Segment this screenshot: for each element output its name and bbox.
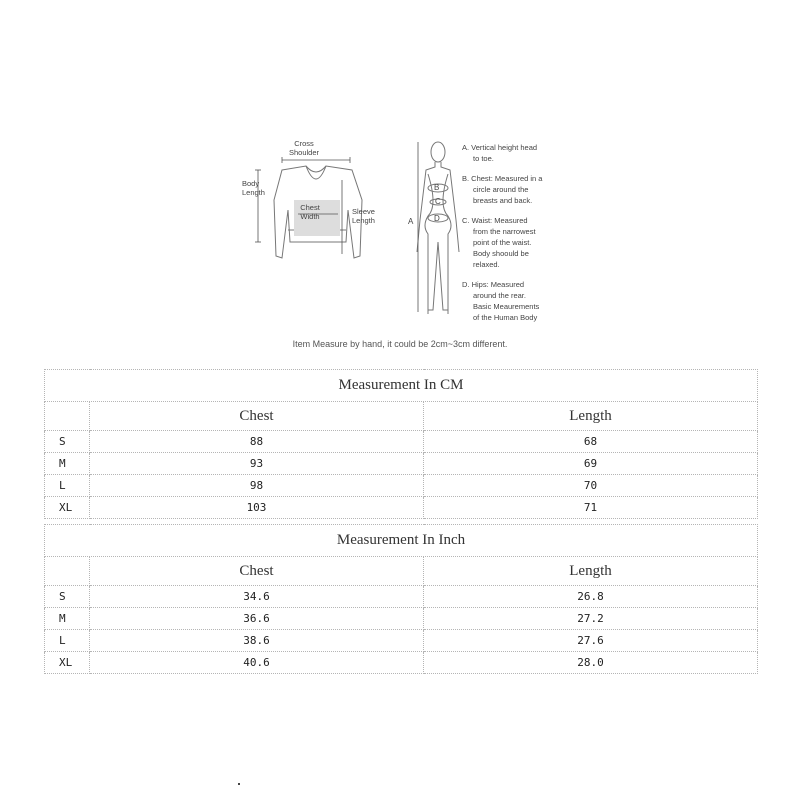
- table-title: Measurement In Inch: [45, 525, 758, 557]
- svg-text:A. Vertical height head: A. Vertical height head: [462, 143, 538, 152]
- size-label: M: [45, 453, 90, 475]
- letter-b: B: [434, 183, 440, 192]
- table-title: Measurement In CM: [45, 370, 758, 402]
- svg-text:circle around the: circle around the: [473, 185, 529, 194]
- table-row: [45, 475, 758, 497]
- cross-shoulder-label: [289, 139, 320, 157]
- svg-text:B. Chest: Measured in a: B. Chest: Measured in a: [462, 174, 543, 183]
- header-size: [45, 557, 90, 586]
- stray-dot: [238, 783, 240, 785]
- length-value: 70: [424, 475, 758, 497]
- inch-size-table: [44, 524, 758, 674]
- length-value: 71: [424, 497, 758, 519]
- size-label: L: [45, 630, 90, 652]
- table-title-row: [45, 525, 758, 557]
- table-row: [45, 497, 758, 519]
- body-figure-icon: [417, 142, 459, 314]
- svg-text:C. Waist: Measured: C. Waist: Measured: [462, 216, 528, 225]
- chest-value: 40.6: [90, 652, 424, 674]
- svg-text:Sleeve: Sleeve: [352, 207, 375, 216]
- length-value: 68: [424, 431, 758, 453]
- size-label: S: [45, 586, 90, 608]
- length-value: 28.0: [424, 652, 758, 674]
- sleeve-length-label: [352, 207, 375, 225]
- length-value: 69: [424, 453, 758, 475]
- header-length: Length: [424, 402, 758, 431]
- measurement-diagram: [230, 130, 570, 330]
- size-label: L: [45, 475, 90, 497]
- size-label: XL: [45, 652, 90, 674]
- header-chest: Chest: [90, 402, 424, 431]
- size-label: XL: [45, 497, 90, 519]
- svg-text:of the Human Body: of the Human Body: [473, 313, 538, 322]
- cm-size-table: [44, 369, 758, 519]
- letter-c: C: [435, 197, 441, 206]
- svg-text:Chest: Chest: [300, 203, 320, 212]
- chest-value: 88: [90, 431, 424, 453]
- svg-text:point of the waist.: point of the waist.: [473, 238, 532, 247]
- svg-text:Width: Width: [300, 212, 320, 221]
- chest-value: 98: [90, 475, 424, 497]
- table-row: [45, 608, 758, 630]
- table-header-row: [45, 557, 758, 586]
- svg-text:Body shoould be: Body shoould be: [473, 249, 529, 258]
- table-row: [45, 586, 758, 608]
- svg-text:Basic Meaurements: Basic Meaurements: [473, 302, 540, 311]
- header-size: [45, 402, 90, 431]
- chest-value: 36.6: [90, 608, 424, 630]
- length-value: 27.6: [424, 630, 758, 652]
- chest-value: 34.6: [90, 586, 424, 608]
- letter-a: A: [408, 217, 414, 226]
- svg-text:breasts and back.: breasts and back.: [473, 196, 533, 205]
- table-row: [45, 431, 758, 453]
- letter-d: D: [434, 214, 440, 223]
- chest-value: 93: [90, 453, 424, 475]
- svg-text:from the narrowest: from the narrowest: [473, 227, 536, 236]
- table-header-row: [45, 402, 758, 431]
- svg-text:D. Hips: Measured: D. Hips: Measured: [462, 280, 525, 289]
- header-length: Length: [424, 557, 758, 586]
- measure-note: Item Measure by hand, it could be 2cm~3cm different.: [292, 339, 508, 349]
- length-value: 26.8: [424, 586, 758, 608]
- svg-text:relaxed.: relaxed.: [473, 260, 500, 269]
- header-chest: Chest: [90, 557, 424, 586]
- svg-text:to toe.: to toe.: [473, 154, 494, 163]
- table-row: [45, 652, 758, 674]
- chest-value: 103: [90, 497, 424, 519]
- table-title-row: [45, 370, 758, 402]
- figure-letters: [408, 183, 441, 226]
- svg-text:Length: Length: [352, 216, 375, 225]
- svg-text:around the rear.: around the rear.: [473, 291, 526, 300]
- chest-value: 38.6: [90, 630, 424, 652]
- size-label: S: [45, 431, 90, 453]
- table-row: [45, 630, 758, 652]
- svg-text:Body: Body: [242, 179, 260, 188]
- svg-text:Length: Length: [242, 188, 265, 197]
- body-length-label: [242, 179, 265, 197]
- length-value: 27.2: [424, 608, 758, 630]
- table-row: [45, 453, 758, 475]
- svg-text:Cross: Cross: [294, 139, 314, 148]
- svg-text:Shoulder: Shoulder: [288, 148, 320, 157]
- size-label: M: [45, 608, 90, 630]
- measurement-legend: [462, 143, 543, 322]
- chest-width-label: [300, 203, 321, 221]
